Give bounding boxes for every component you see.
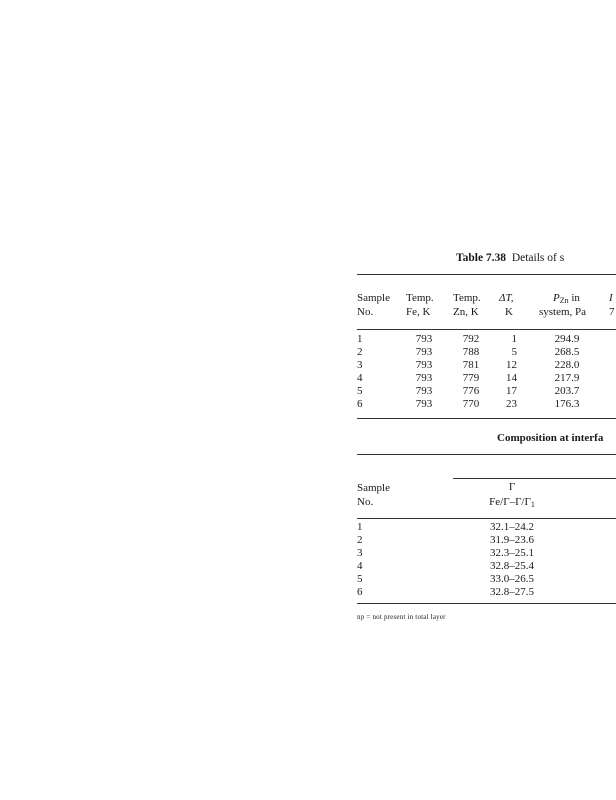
cell-delta-t: 17 bbox=[506, 385, 517, 397]
table-title bbox=[456, 253, 564, 265]
cell-delta-t: 12 bbox=[506, 359, 517, 371]
cell-sample: 4 bbox=[357, 560, 363, 572]
header-sample-1: Sample bbox=[357, 482, 390, 494]
cell-sample: 5 bbox=[357, 573, 363, 585]
cell-pzn: 176.3 bbox=[554, 398, 580, 410]
cell-delta-t: 5 bbox=[511, 346, 517, 358]
cell-gamma: 32.3–25.1 bbox=[490, 547, 534, 559]
cell-temp-zn: 781 bbox=[462, 359, 480, 371]
cell-gamma: 31.9–23.6 bbox=[490, 534, 534, 546]
header-pzn-2: system, Pa bbox=[539, 306, 587, 318]
cell-pzn: 294.9 bbox=[554, 333, 580, 345]
cell-gamma: 33.0–26.5 bbox=[490, 573, 534, 585]
table-number: Table 7.38 bbox=[456, 252, 507, 264]
cell-pzn: 228.0 bbox=[554, 359, 580, 371]
cell-temp-zn: 792 bbox=[462, 333, 480, 345]
cell-temp-zn: 776 bbox=[462, 385, 480, 397]
table1-top-rule bbox=[357, 274, 616, 275]
cell-sample: 6 bbox=[357, 586, 363, 598]
pzn-subscript: Zn bbox=[559, 296, 569, 305]
cell-gamma: 32.8–25.4 bbox=[490, 560, 534, 572]
header-delta-t-2: K bbox=[505, 306, 513, 318]
cell-gamma: 32.8–27.5 bbox=[490, 586, 534, 598]
cell-pzn: 268.5 bbox=[554, 346, 580, 358]
cell-pzn: 217.9 bbox=[554, 372, 580, 384]
cell-sample: 3 bbox=[357, 359, 363, 371]
table2-header-rule bbox=[357, 518, 616, 519]
cell-temp-zn: 788 bbox=[462, 346, 480, 358]
cell-temp-fe: 793 bbox=[415, 346, 433, 358]
header-delta-t-1 bbox=[499, 293, 514, 304]
cell-sample: 4 bbox=[357, 372, 363, 384]
gamma-sub-text: Fe/Γ–Γ/Γ bbox=[489, 496, 531, 508]
pzn-symbol: P bbox=[553, 292, 560, 304]
cell-delta-t: 23 bbox=[506, 398, 517, 410]
cell-delta-t: 1 bbox=[511, 333, 517, 345]
cell-pzn: 203.7 bbox=[554, 385, 580, 397]
cell-gamma: 32.1–24.2 bbox=[490, 521, 534, 533]
cell-temp-fe: 793 bbox=[415, 333, 433, 345]
header-gamma: Γ bbox=[508, 481, 516, 493]
header-pzn-1 bbox=[553, 293, 580, 305]
header-sample-1: Sample bbox=[357, 292, 390, 304]
pzn-in: in bbox=[568, 292, 580, 304]
table2-title: Composition at interfa bbox=[497, 432, 604, 444]
table1-bottom-rule bbox=[357, 418, 616, 419]
cut-symbol: I bbox=[609, 292, 613, 304]
cell-temp-zn: 779 bbox=[462, 372, 480, 384]
header-cut-2: 7 bbox=[609, 306, 615, 318]
cell-temp-fe: 793 bbox=[415, 398, 433, 410]
header-sample-2: No. bbox=[357, 306, 374, 318]
table-footnote: np = not present in total layer bbox=[357, 613, 446, 621]
header-temp-zn-1: Temp. bbox=[453, 292, 481, 304]
cell-temp-fe: 793 bbox=[415, 385, 433, 397]
cell-sample: 1 bbox=[357, 333, 363, 345]
header-cut-1 bbox=[609, 293, 613, 304]
cell-sample: 2 bbox=[357, 534, 363, 546]
delta-t-symbol: ΔT, bbox=[499, 292, 514, 304]
cell-sample: 5 bbox=[357, 385, 363, 397]
cell-temp-fe: 793 bbox=[415, 372, 433, 384]
header-temp-zn-2: Zn, K bbox=[453, 306, 479, 318]
table-caption: Details of s bbox=[511, 252, 565, 264]
table1-header-rule bbox=[357, 329, 616, 330]
header-gamma-sub bbox=[489, 497, 535, 509]
cell-sample: 3 bbox=[357, 547, 363, 559]
header-sample-2: No. bbox=[357, 496, 374, 508]
cell-sample: 6 bbox=[357, 398, 363, 410]
cell-sample: 2 bbox=[357, 346, 363, 358]
gamma-sub-index: 1 bbox=[530, 500, 535, 509]
cell-sample: 1 bbox=[357, 521, 363, 533]
header-temp-fe-2: Fe, K bbox=[406, 306, 431, 318]
header-temp-fe-1: Temp. bbox=[406, 292, 434, 304]
table2-top-rule bbox=[357, 454, 616, 455]
table2-bottom-rule bbox=[357, 603, 616, 604]
cell-delta-t: 14 bbox=[506, 372, 517, 384]
table2-group-rule bbox=[453, 478, 616, 479]
cell-temp-zn: 770 bbox=[462, 398, 480, 410]
cell-temp-fe: 793 bbox=[415, 359, 433, 371]
